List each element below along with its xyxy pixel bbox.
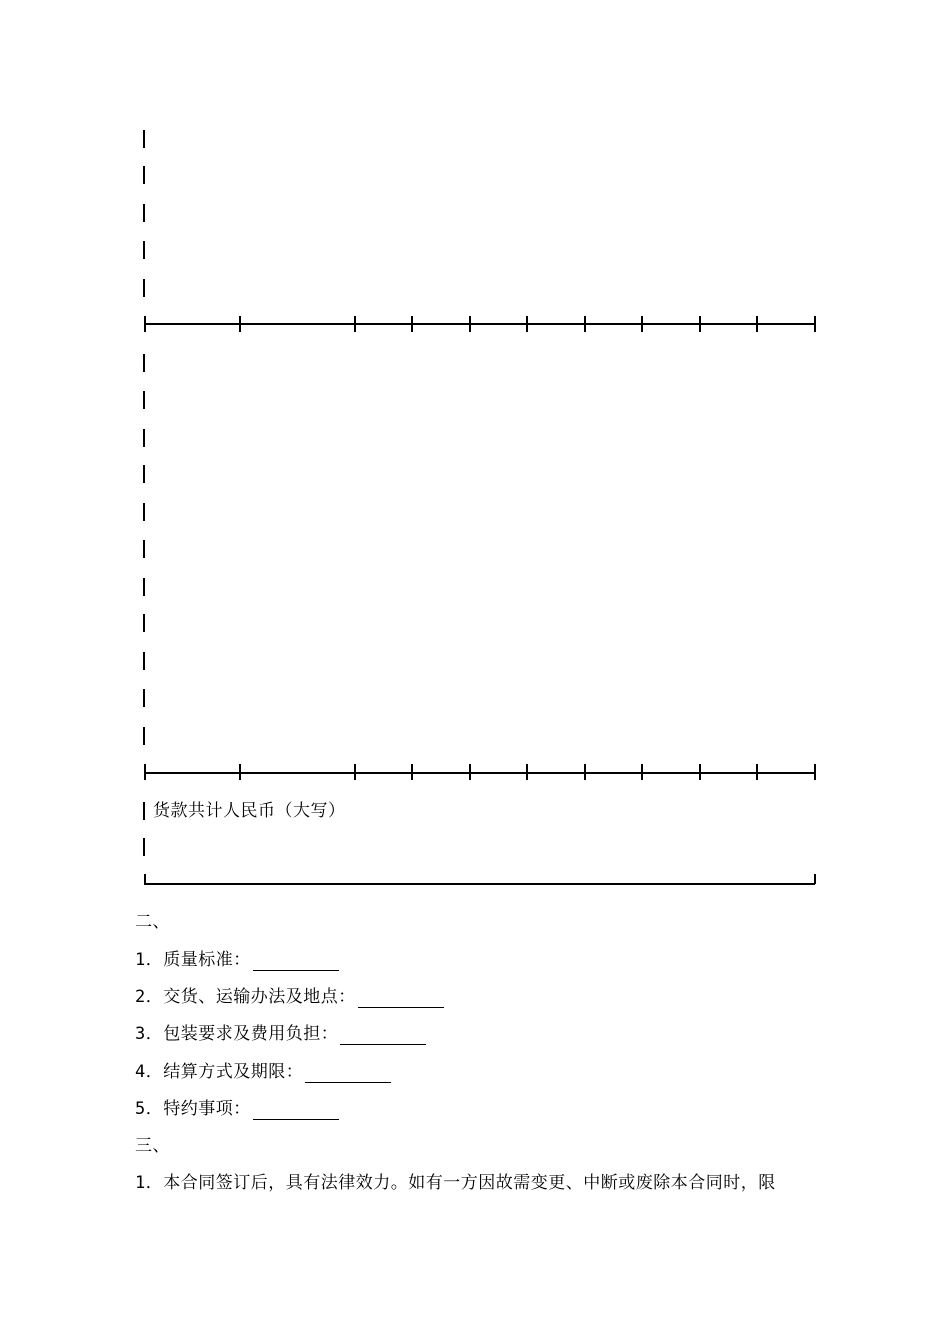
- packaging-requirements-label: 3．包装要求及费用负担：: [135, 1024, 339, 1044]
- table-column-tick: [814, 764, 816, 780]
- settlement-method-blank[interactable]: [305, 1066, 391, 1083]
- table-left-border: [143, 578, 145, 596]
- table-left-border: [143, 540, 145, 558]
- table-row-divider: [145, 323, 815, 325]
- table-column-tick: [756, 764, 758, 780]
- table-left-border: [143, 465, 145, 483]
- section-three-heading: 三、: [135, 1136, 170, 1156]
- table-column-tick: [756, 316, 758, 332]
- special-terms-line: [135, 1098, 339, 1120]
- table-bottom-border: [144, 883, 815, 885]
- table-left-border: [143, 279, 145, 297]
- special-terms-label: 5．特约事项：: [135, 1099, 251, 1119]
- quality-standard-label: 1．质量标准：: [135, 950, 251, 970]
- table-column-tick: [469, 316, 471, 332]
- table-left-border: [143, 391, 145, 409]
- delivery-method-blank[interactable]: [358, 991, 444, 1008]
- settlement-method-line: [135, 1061, 391, 1083]
- table-left-border: [143, 354, 145, 372]
- table-column-tick: [144, 764, 146, 780]
- table-column-tick: [641, 316, 643, 332]
- table-column-tick: [584, 316, 586, 332]
- table-column-tick: [411, 316, 413, 332]
- table-column-tick: [354, 764, 356, 780]
- table-column-tick: [354, 316, 356, 332]
- table-left-border: [143, 727, 145, 745]
- quality-standard-blank[interactable]: [253, 954, 339, 971]
- table-left-border: [143, 689, 145, 707]
- contract-validity-paragraph: 1．本合同签订后，具有法律效力。如有一方因故需变更、中断或废除本合同时，限: [135, 1173, 776, 1193]
- table-column-tick: [411, 764, 413, 780]
- table-left-border: [143, 802, 145, 820]
- table-left-border: [143, 241, 145, 259]
- section-two-heading: 二、: [135, 912, 170, 932]
- table-row-divider: [145, 772, 815, 774]
- table-column-tick: [699, 764, 701, 780]
- table-left-border: [143, 204, 145, 222]
- table-column-tick: [239, 764, 241, 780]
- table-left-border: [143, 130, 145, 148]
- table-column-tick: [641, 764, 643, 780]
- quality-standard-line: [135, 949, 339, 971]
- table-column-tick: [469, 764, 471, 780]
- table-column-tick: [526, 764, 528, 780]
- table-column-tick: [239, 316, 241, 332]
- table-left-border: [143, 652, 145, 670]
- table-left-border: [143, 166, 145, 184]
- table-left-border: [143, 614, 145, 632]
- total-amount-label: 货款共计人民币（大写）: [153, 801, 346, 821]
- delivery-method-line: [135, 986, 444, 1008]
- special-terms-blank[interactable]: [253, 1103, 339, 1120]
- packaging-requirements-blank[interactable]: [340, 1028, 426, 1045]
- table-column-tick: [584, 764, 586, 780]
- settlement-method-label: 4．结算方式及期限：: [135, 1062, 304, 1082]
- table-column-tick: [699, 316, 701, 332]
- table-column-tick: [144, 316, 146, 332]
- delivery-method-label: 2．交货、运输办法及地点：: [135, 987, 356, 1007]
- packaging-requirements-line: [135, 1023, 426, 1045]
- table-left-border: [143, 503, 145, 521]
- table-column-tick: [814, 316, 816, 332]
- table-bottom-right-corner: [814, 874, 816, 884]
- table-left-border: [143, 429, 145, 447]
- table-column-tick: [526, 316, 528, 332]
- table-left-border: [143, 838, 145, 856]
